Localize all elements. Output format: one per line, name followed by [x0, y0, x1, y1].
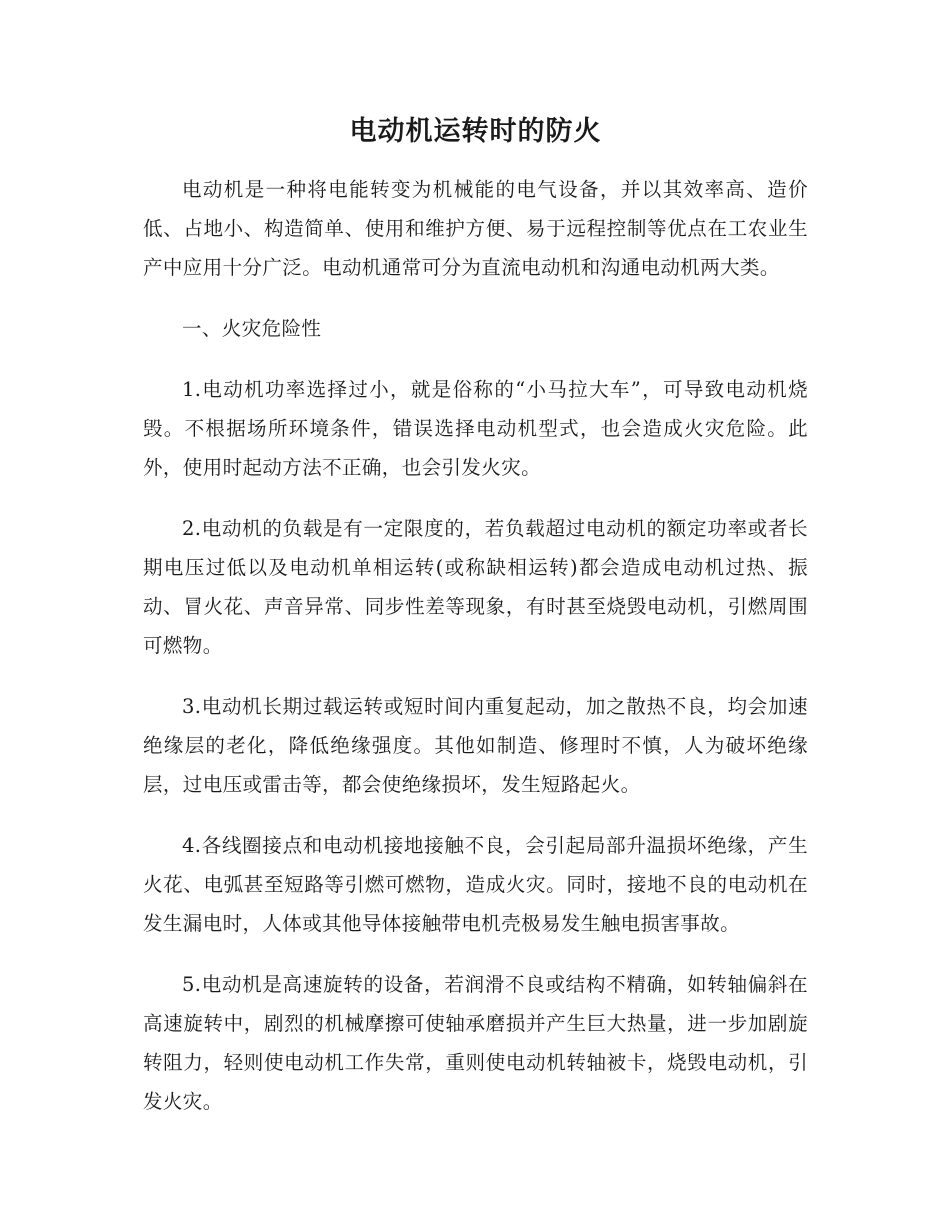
- list-item: 1.电动机功率选择过小，就是俗称的“小马拉大车”，可导致电动机烧毁。不根据场所环境条件，错误选择电动机型式，也会造成火灾危险。此外，使用时起动方法不正确，也会引发火灾。: [143, 378, 808, 479]
- section-heading: 一、火灾危险性: [182, 317, 322, 340]
- list-item: 3.电动机长期过载运转或短时间内重复起动，加之散热不良，均会加速绝缘层的老化，降低绝缘强度。其他如制造、修理时不慎，人为破坏绝缘层，过电压或雷击等，都会使绝缘损坏，发生短路起火。: [143, 695, 808, 796]
- document-page: [143, 112, 808, 1143]
- document-title: 电动机运转时的防火: [349, 116, 602, 147]
- list-item: 4.各线圈接点和电动机接地接触不良，会引起局部升温损坏绝缘，产生火花、电弧甚至短路等引燃可燃物，造成火灾。同时，接地不良的电动机在发生漏电时，人体或其他导体接触带电机壳极易发生触电损害事故。: [143, 834, 808, 935]
- list-item: 2.电动机的负载是有一定限度的，若负载超过电动机的额定功率或者长期电压过低以及电动机单相运转(或称缺相运转)都会造成电动机过热、振动、冒火花、声音异常、同步性差等现象，有时甚至烧毁电动机，引燃周围可燃物。: [143, 517, 808, 657]
- intro-paragraph: 电动机是一种将电能转变为机械能的电气设备，并以其效率高、造价低、占地小、构造简单、使用和维护方便、易于远程控制等优点在工农业生产中应用十分广泛。电动机通常可分为直流电动机和沟通电动机两大类。: [143, 178, 808, 279]
- list-item: 5.电动机是高速旋转的设备，若润滑不良或结构不精确，如转轴偏斜在高速旋转中，剧烈的机械摩擦可使轴承磨损并产生巨大热量，进一步加剧旋转阻力，轻则使电动机工作失常，重则使电动机转轴被卡，烧毁电动机，引发火灾。: [143, 973, 808, 1113]
